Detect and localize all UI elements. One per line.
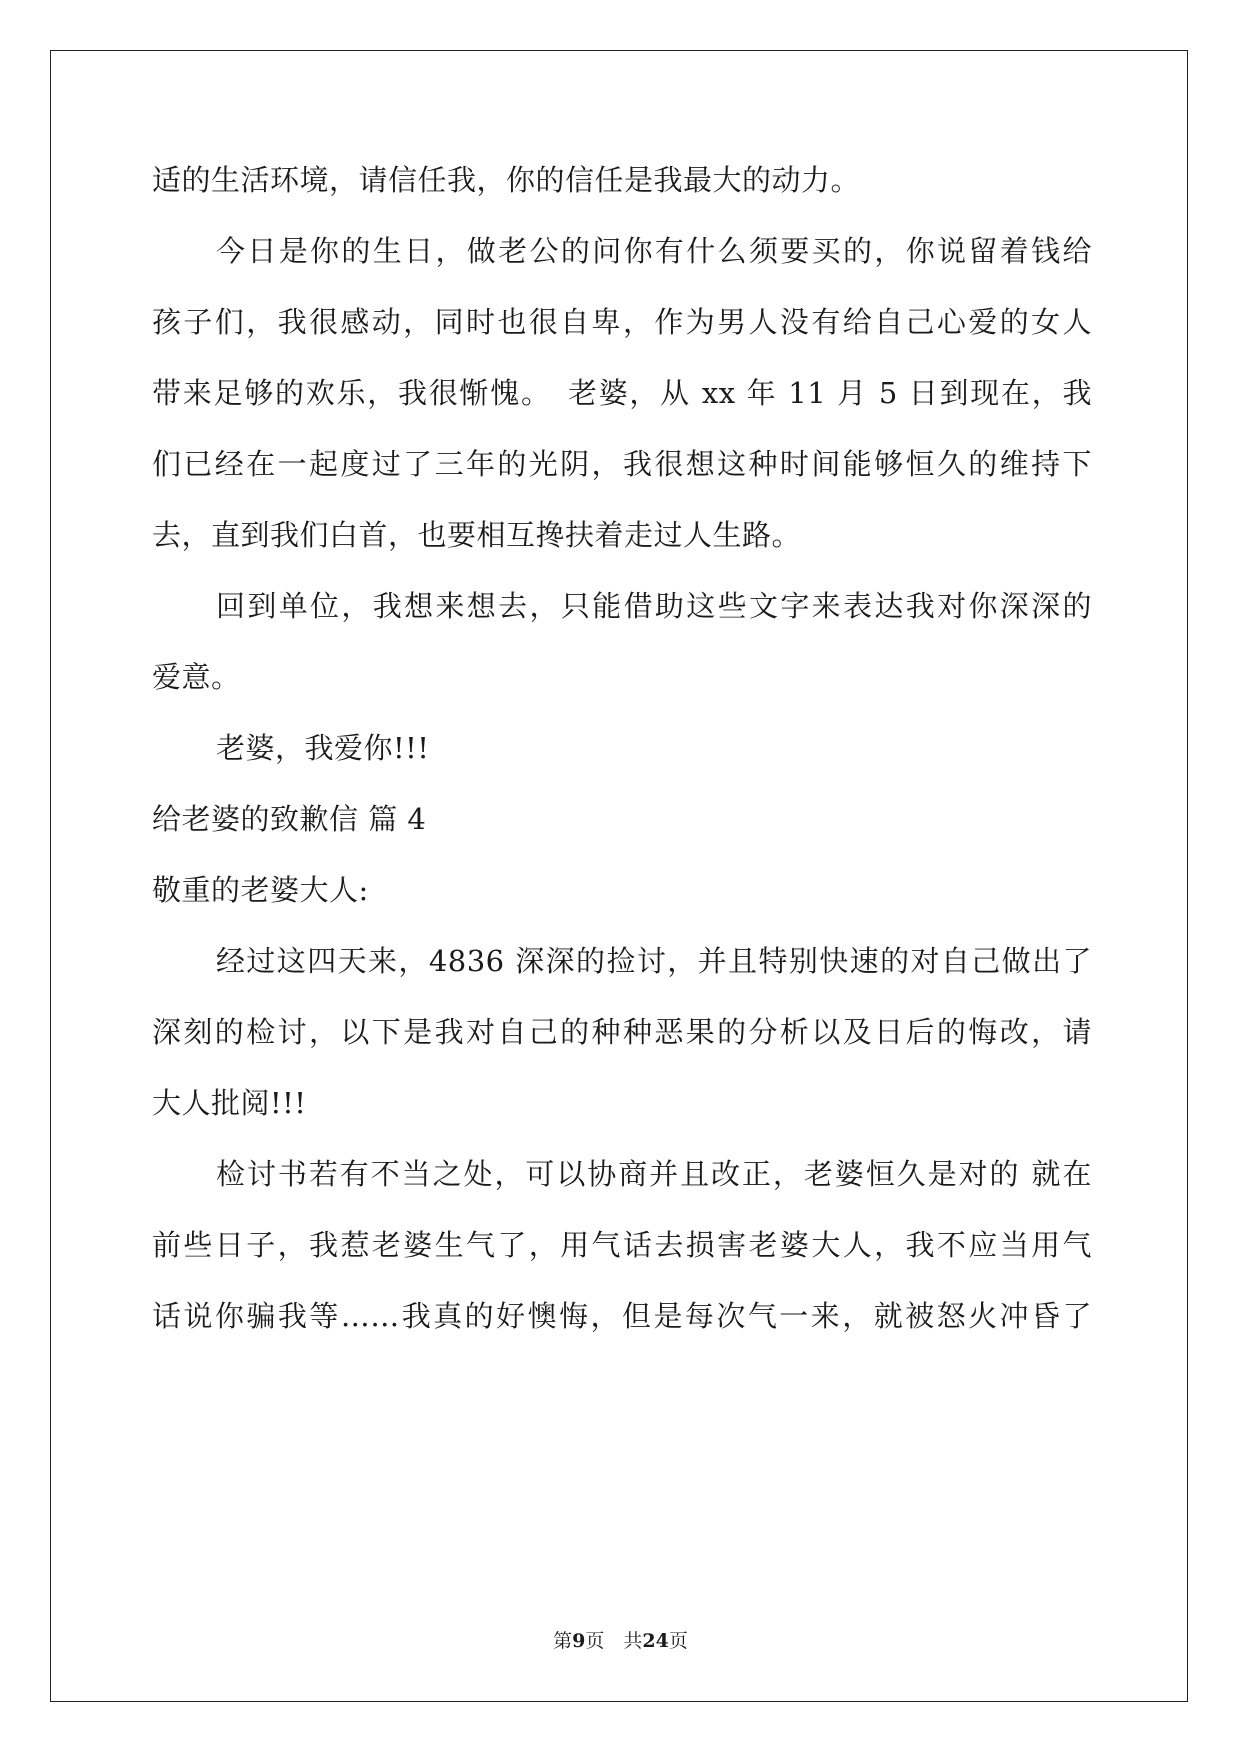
paragraph-start: 老婆，我爱你!!! xyxy=(216,731,430,765)
text-line: 爱意。 xyxy=(152,660,241,694)
paragraph-start: 检讨书若有不当之处，可以协商并且改正，老婆恒久是对的 就在 xyxy=(216,1157,1092,1191)
text-line: 前些日子，我惹老婆生气了，用气话去损害老婆大人，我不应当用气 xyxy=(152,1228,1092,1262)
total-page-count: 24 xyxy=(642,1630,669,1652)
footer-prefix: 第 xyxy=(553,1630,573,1652)
text-line: 去，直到我们白首，也要相互搀扶着走过人生路。 xyxy=(152,518,802,552)
text-line: 深刻的检讨，以下是我对自己的种种恶果的分析以及日后的悔改，请 xyxy=(152,1015,1092,1049)
text-line: 大人批阅!!! xyxy=(152,1086,307,1120)
text-line: 带来足够的欢乐，我很惭愧。 老婆，从 xx 年 11 月 5 日到现在，我 xyxy=(152,376,1092,410)
text-line: 们已经在一起度过了三年的光阴，我很想这种时间能够恒久的维持下 xyxy=(152,447,1092,481)
footer-page-suffix: 页 共 xyxy=(585,1630,643,1652)
text-line: 话说你骗我等……我真的好懊悔，但是每次气一来，就被怒火冲昏了 xyxy=(152,1299,1092,1333)
footer-total-suffix: 页 xyxy=(668,1630,688,1652)
paragraph-start: 今日是你的生日，做老公的问你有什么须要买的，你说留着钱给 xyxy=(216,234,1092,268)
paragraph-start: 经过这四天来，4836 深深的捡讨，并且特别快速的对自己做出了 xyxy=(216,944,1092,978)
salutation: 敬重的老婆大人: xyxy=(152,873,369,907)
section-heading: 给老婆的致歉信 篇 4 xyxy=(152,802,427,836)
page-footer xyxy=(0,1629,1241,1653)
text-line: 适的生活环境，请信任我，你的信任是我最大的动力。 xyxy=(152,163,861,197)
paragraph-start: 回到单位，我想来想去，只能借助这些文字来表达我对你深深的 xyxy=(216,589,1092,623)
text-line: 孩子们，我很感动，同时也很自卑，作为男人没有给自己心爱的女人 xyxy=(152,305,1092,339)
current-page-number: 9 xyxy=(572,1630,586,1652)
